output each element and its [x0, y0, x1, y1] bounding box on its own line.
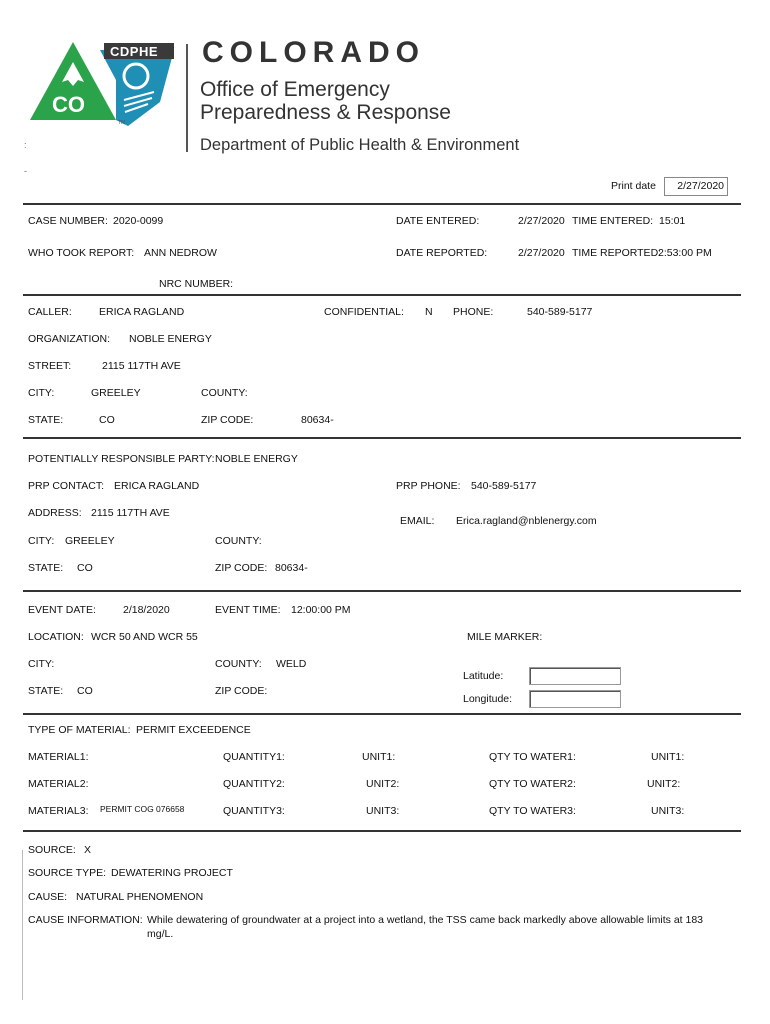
logo-tm: TM: [118, 120, 126, 126]
case-number-value: 2020-0099: [113, 215, 164, 227]
logo-badge-text: CDPHE: [110, 44, 159, 59]
date-entered-value: 2/27/2020: [518, 215, 565, 227]
county-label: COUNTY:: [201, 387, 248, 399]
event-county-value: WELD: [276, 658, 307, 670]
event-date-label: EVENT DATE:: [28, 604, 96, 616]
time-entered-value: 15:01: [659, 215, 686, 227]
source-value: X: [84, 844, 92, 856]
logo-initials: CO: [52, 92, 85, 117]
cause-info-label: CAUSE INFORMATION:: [28, 914, 143, 926]
quantity1-label: QUANTITY1:: [223, 751, 285, 763]
org-state-title: COLORADO: [202, 36, 425, 69]
confidential-value: N: [425, 306, 433, 318]
material-type-label: TYPE OF MATERIAL:: [28, 724, 131, 736]
longitude-input[interactable]: [529, 690, 621, 708]
cdphe-logo: [28, 40, 178, 130]
section-divider: [23, 203, 741, 205]
quantity3-label: QUANTITY3:: [223, 805, 285, 817]
unit3-label: UNIT3:: [366, 805, 400, 817]
prp-phone-label: PRP PHONE:: [396, 480, 461, 492]
prp-zip-value: 80634-: [275, 562, 308, 574]
unit1-label: UNIT1:: [362, 751, 396, 763]
street-value: 2115 117TH AVE: [102, 360, 181, 372]
section-divider: [23, 294, 741, 296]
print-date-box: [664, 177, 728, 196]
city-value: GREELEY: [91, 387, 141, 399]
event-date-value: 2/18/2020: [123, 604, 170, 616]
quantity2-label: QUANTITY2:: [223, 778, 285, 790]
water-unit2-label: UNIT2:: [647, 778, 681, 790]
event-state-label: STATE:: [28, 685, 64, 697]
prp-state-value: CO: [77, 562, 93, 574]
event-county-label: COUNTY:: [215, 658, 262, 670]
prp-address-value: 2115 117TH AVE: [91, 507, 170, 519]
date-reported-value: 2/27/2020: [518, 247, 565, 259]
material3-value: PERMIT COG 076658: [100, 804, 185, 814]
water-unit1-label: UNIT1:: [651, 751, 685, 763]
confidential-label: CONFIDENTIAL:: [324, 306, 404, 318]
prp-email-label: EMAIL:: [400, 515, 435, 527]
event-city-label: CITY:: [28, 658, 55, 670]
cause-value: NATURAL PHENOMENON: [76, 891, 204, 903]
org-office-line1: Office of Emergency: [200, 78, 390, 101]
qty-to-water3-label: QTY TO WATER3:: [489, 805, 576, 817]
material1-label: MATERIAL1:: [28, 751, 89, 763]
who-took-report-value: ANN NEDROW: [144, 247, 217, 259]
section-divider: [23, 437, 741, 439]
date-reported-label: DATE REPORTED:: [396, 247, 488, 259]
time-entered-label: TIME ENTERED:: [572, 215, 654, 227]
print-date-label: Print date: [611, 180, 656, 192]
organization-label: ORGANIZATION:: [28, 333, 111, 345]
date-entered-label: DATE ENTERED:: [396, 215, 480, 227]
state-value: CO: [99, 414, 115, 426]
section-divider: [23, 590, 741, 592]
section-divider: [23, 713, 741, 715]
prp-city-label: CITY:: [28, 535, 55, 547]
latitude-label: Latitude:: [463, 670, 504, 682]
event-state-value: CO: [77, 685, 93, 697]
location-label: LOCATION:: [28, 631, 84, 643]
qty-to-water1-label: QTY TO WATER1:: [489, 751, 576, 763]
event-zip-label: ZIP CODE:: [215, 685, 268, 697]
longitude-label: Longitude:: [463, 693, 513, 705]
unit2-label: UNIT2:: [366, 778, 400, 790]
source-type-value: DEWATERING PROJECT: [111, 867, 233, 879]
water-unit3-label: UNIT3:: [651, 805, 685, 817]
location-value: WCR 50 AND WCR 55: [91, 631, 198, 643]
organization-value: NOBLE ENERGY: [129, 333, 212, 345]
time-reported-label: TIME REPORTED:: [572, 247, 662, 259]
margin-mark: :: [24, 140, 27, 150]
prp-value: NOBLE ENERGY: [215, 453, 298, 465]
event-time-label: EVENT TIME:: [215, 604, 281, 616]
prp-label: POTENTIALLY RESPONSIBLE PARTY:: [28, 453, 215, 465]
who-took-report-label: WHO TOOK REPORT:: [28, 247, 135, 259]
nrc-number-label: NRC NUMBER:: [159, 278, 234, 290]
qty-to-water2-label: QTY TO WATER2:: [489, 778, 576, 790]
event-time-value: 12:00:00 PM: [291, 604, 351, 616]
prp-contact-label: PRP CONTACT:: [28, 480, 105, 492]
zip-value: 80634-: [301, 414, 334, 426]
prp-phone-value: 540-589-5177: [471, 480, 537, 492]
prp-address-label: ADDRESS:: [28, 507, 82, 519]
mile-marker-label: MILE MARKER:: [467, 631, 543, 643]
caller-label: CALLER:: [28, 306, 72, 318]
material-type-value: PERMIT EXCEEDENCE: [136, 724, 251, 736]
phone-value: 540-589-5177: [527, 306, 593, 318]
phone-label: PHONE:: [453, 306, 494, 318]
prp-email-value: Erica.ragland@nblenergy.com: [456, 515, 597, 527]
prp-city-value: GREELEY: [65, 535, 115, 547]
left-margin-line: [22, 850, 23, 1000]
latitude-input[interactable]: [529, 667, 621, 685]
prp-zip-label: ZIP CODE:: [215, 562, 268, 574]
org-department: Department of Public Health & Environment: [200, 136, 520, 154]
case-number-label: CASE NUMBER:: [28, 215, 108, 227]
org-office-line2: Preparedness & Response: [200, 101, 451, 124]
source-label: SOURCE:: [28, 844, 76, 856]
cause-label: CAUSE:: [28, 891, 68, 903]
cause-info-line2: mg/L.: [147, 928, 174, 940]
cause-info-line1: While dewatering of groundwater at a project into a wetland, the TSS came back markedly above allowable limits at 183: [147, 914, 704, 926]
source-type-label: SOURCE TYPE:: [28, 867, 106, 879]
caller-value: ERICA RAGLAND: [99, 306, 185, 318]
header-divider: [186, 44, 188, 152]
prp-contact-value: ERICA RAGLAND: [114, 480, 200, 492]
zip-label: ZIP CODE:: [201, 414, 254, 426]
street-label: STREET:: [28, 360, 72, 372]
time-reported-value: 2:53:00 PM: [658, 247, 712, 259]
material2-label: MATERIAL2:: [28, 778, 89, 790]
margin-mark: -: [24, 166, 27, 176]
prp-state-label: STATE:: [28, 562, 64, 574]
prp-county-label: COUNTY:: [215, 535, 262, 547]
material3-label: MATERIAL3:: [28, 805, 89, 817]
city-label: CITY:: [28, 387, 55, 399]
section-divider: [23, 830, 741, 832]
state-label: STATE:: [28, 414, 64, 426]
print-date-value: 2/27/2020: [677, 180, 724, 192]
